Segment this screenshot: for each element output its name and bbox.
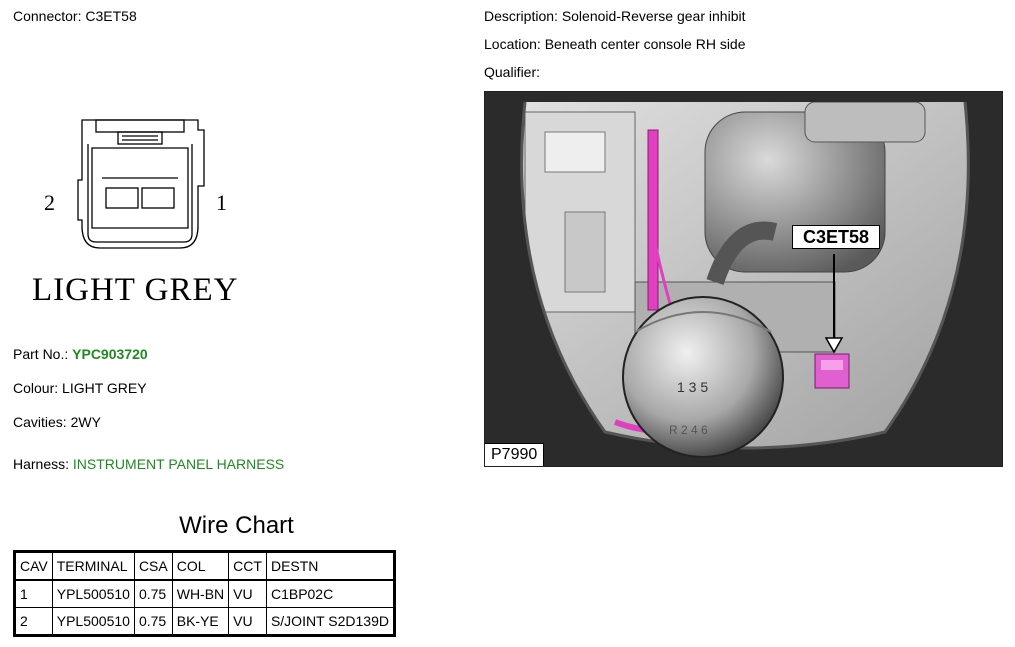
connector-face-diagram (30, 108, 270, 258)
image-reference: P7990 (485, 443, 544, 466)
table-row (15, 580, 395, 608)
cell-cav: 2 (15, 608, 53, 636)
connector-heading (13, 8, 137, 24)
cell-cct: VU (229, 580, 267, 608)
connector-value: C3ET58 (85, 8, 137, 24)
connector-label: Connector: (13, 8, 82, 24)
cell-csa: 0.75 (134, 580, 172, 608)
harness-link[interactable]: INSTRUMENT PANEL HARNESS (72, 456, 285, 472)
cavities-value: 2WY (70, 414, 101, 430)
harness-line (13, 456, 284, 472)
knob-gear-numbers-bottom: R 2 4 6 (669, 423, 708, 437)
connector-callout: C3ET58 (792, 225, 880, 249)
colour-label: Colour: (13, 380, 59, 396)
cavities-label: Cavities: (13, 414, 67, 430)
cell-terminal: YPL500510 (52, 580, 134, 608)
table-row (15, 608, 395, 636)
col-cct: CCT (229, 552, 267, 581)
description-line (484, 8, 745, 24)
cell-col: BK-YE (172, 608, 228, 636)
wire-chart-table (13, 550, 396, 637)
location-label: Location: (484, 36, 541, 52)
part-number-line (13, 346, 148, 362)
col-terminal: TERMINAL (52, 552, 134, 581)
pin-2-label: 2 (44, 190, 55, 215)
col-csa: CSA (134, 552, 172, 581)
cell-col: WH-BN (172, 580, 228, 608)
cell-destn: C1BP02C (266, 580, 394, 608)
cavities-line (13, 414, 101, 430)
connector-colour-label: LIGHT GREY (32, 272, 239, 308)
part-number-link[interactable]: YPC903720 (72, 346, 148, 362)
location-value: Beneath center console RH side (544, 36, 746, 52)
colour-line (13, 380, 147, 396)
description-label: Description: (484, 8, 558, 24)
cell-csa: 0.75 (134, 608, 172, 636)
location-illustration (484, 91, 1003, 467)
col-col: COL (172, 552, 228, 581)
harness-label: Harness: (13, 456, 70, 472)
wire-chart-title: Wire Chart (179, 512, 294, 539)
colour-value: LIGHT GREY (62, 380, 147, 396)
cell-cav: 1 (15, 580, 53, 608)
cell-terminal: YPL500510 (52, 608, 134, 636)
col-destn: DESTN (266, 552, 394, 581)
pin-1-label: 1 (216, 190, 227, 215)
qualifier-line (484, 64, 540, 80)
location-line (484, 36, 746, 52)
description-value: Solenoid-Reverse gear inhibit (561, 8, 746, 24)
knob-gear-numbers-top: 1 3 5 (677, 379, 709, 395)
cell-cct: VU (229, 608, 267, 636)
part-label: Part No.: (13, 346, 69, 362)
table-header-row (15, 552, 395, 581)
col-cav: CAV (15, 552, 53, 581)
cell-destn: S/JOINT S2D139D (266, 608, 394, 636)
qualifier-label: Qualifier: (484, 64, 541, 80)
